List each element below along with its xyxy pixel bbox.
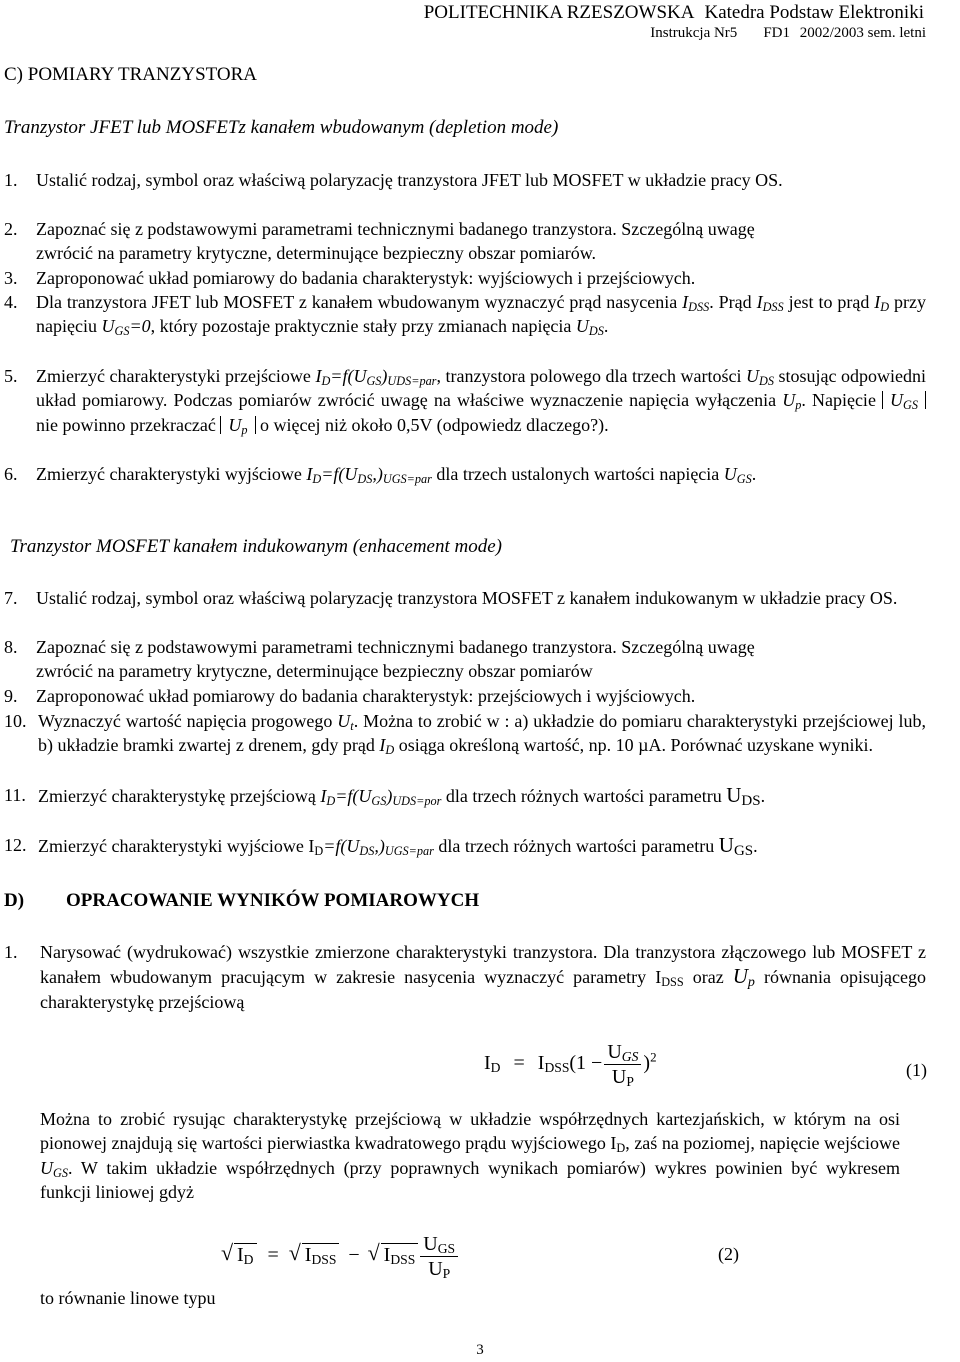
item-number: 5. <box>4 366 18 386</box>
equation-2-number: (2) <box>718 1244 739 1264</box>
item-number: 6. <box>4 464 18 484</box>
list-item <box>4 783 926 808</box>
item-text: Ustalić rodzaj, symbol oraz właściwą polaryzację tranzystora JFET lub MOSFET w układzie pracy OS. <box>36 170 783 190</box>
item-number: 4. <box>4 292 18 312</box>
mosfet-subtitle: Tranzystor MOSFET kanałem indukowanym (enhacement mode) <box>10 536 502 557</box>
abs-value: $U_{GS}$ <box>882 391 926 409</box>
item-number: 11. <box>4 785 26 805</box>
item-text: Zaproponować układ pomiarowy do badania charakterystyk: wyjściowych i przejściowych. <box>36 268 696 288</box>
item-number: 3. <box>4 268 18 288</box>
equation-1: $I_D = I_{DSS}(1$ − $\frac{U_{GS}}{U_P}$ )$^2$ <box>484 1041 657 1089</box>
department-name: Katedra Podstaw Elektroniki <box>704 2 924 23</box>
list-item <box>4 168 926 192</box>
item-number: 8. <box>4 637 18 657</box>
list-item <box>4 217 926 266</box>
list-item <box>4 635 926 684</box>
item-text: Zmierzyć charakterystyki wyjściowe $I_D=f(U_{DS},)_{UGS=par}$ dla trzech ustalonych wartości napięcia $U_{GS}$. <box>36 464 757 486</box>
university-name: POLITECHNIKA RZESZOWSKA <box>423 2 695 23</box>
semester: 2002/2003 sem. letni <box>799 25 926 41</box>
list-item <box>4 364 926 437</box>
item-text: Zapoznać się z podstawowymi parametrami technicznymi badanego tranzystora. Szczególną uwagę <box>36 219 755 239</box>
closing-text: to równanie linowe typu <box>40 1288 216 1308</box>
section-c-title: C) POMIARY TRANZYSTORA <box>4 64 258 85</box>
equation-2: √ $I_D$ = √ $I_{DSS}$ − √ $I_{DSS}$ $\frac{U_{GS}}{U_P}$ <box>222 1232 460 1281</box>
item-number: 1. <box>4 170 18 190</box>
item-text: Zapoznać się z podstawowymi parametrami technicznymi badanego tranzystora. Szczególną uwagę <box>36 637 755 657</box>
list-item <box>4 586 926 610</box>
item-text: zwrócić na parametry krytyczne, determinujące bezpieczny obszar pomiarów. <box>36 243 597 264</box>
page-subheader <box>650 25 926 42</box>
item-number: 12. <box>4 835 27 855</box>
list-item <box>4 833 926 858</box>
list-item <box>4 266 926 290</box>
item-text: Narysować (wydrukować) wszystkie zmierzone charakterystyki tranzystora. Dla tranzystora złączowego lub MOSFET z kanałem wbudowanym pracującym w zakresie nasycenia wyznaczyć parametry $I_{DSS}$ oraz $U_p$ równania opisującego charakterystykę przejściową <box>40 942 926 1012</box>
item-number: 9. <box>4 686 18 706</box>
section-d-title: OPRACOWANIE WYNIKÓW POMIAROWYCH <box>66 890 480 911</box>
item-number: 7. <box>4 588 18 608</box>
item-text: Ustalić rodzaj, symbol oraz właściwą polaryzację tranzystora MOSFET z kanałem indukowanym w układzie pracy OS. <box>36 588 898 608</box>
item-number: 2. <box>4 219 18 239</box>
jfet-subtitle: Tranzystor JFET lub MOSFETz kanałem wbudowanym (depletion mode) <box>4 117 559 138</box>
instruction-number: Instrukcja Nr5 <box>650 25 738 41</box>
item-number: 10. <box>4 711 27 731</box>
abs-value: $U_p$ <box>220 416 255 434</box>
list-item <box>4 940 926 1014</box>
equation-1-number: (1) <box>906 1060 927 1080</box>
item-text: Zmierzyć charakterystykę przejściową $I_D=f(U_{GS})_{UDS=por}$ dla trzech różnych wartości parametru $U_{DS}$. <box>38 783 766 809</box>
section-d-label: D) <box>4 890 25 911</box>
course-code: FD1 <box>763 25 790 41</box>
item-text: Dla tranzystora JFET lub MOSFET z kanałem wbudowanym wyznaczyć prąd nasycenia $I_{DSS}$. Prąd $I_{DSS}$ jest to prąd $I_D$ przy napięciu $U_{GS}=0$, który pozostaje praktycznie stały przy zmianach napięcia $U_{DS}$. <box>36 292 927 339</box>
item-text: Zmierzyć charakterystyki wyjściowe $I_D=f(U_{DS},)_{UGS=par}$ dla trzech różnych wartości parametru $U_{GS}$. <box>38 833 758 859</box>
list-item <box>4 684 926 708</box>
page-number: 3 <box>476 1342 484 1358</box>
list-item <box>4 290 926 339</box>
item-number: 1. <box>4 942 18 962</box>
item-text: Zaproponować układ pomiarowy do badania charakterystyk: przejściowych i wyjściowych. <box>36 686 696 706</box>
item-text: Zmierzyć charakterystyki przejściowe $I_D=f(U_{GS})_{UDS=par}$, tranzystora polowego dla trzech wartości $U_{DS}$ stosując odpowiedni układ pomiarowy. Podczas pomiarów zwrócić uwagę na właściwe wyznaczenie napięcia wyłączenia $U_p$. Napięcie $U_{GS}$ nie powinno przekraczać $U_p$ o więcej niż około 0,5V (odpowiedz dlaczego?). <box>36 366 927 437</box>
list-item <box>4 709 926 758</box>
list-item <box>4 462 926 486</box>
explanation-paragraph: Można to zrobić rysując charakterystykę przejściową w układzie współrzędnych kartezjańskich, w którym na osi pionowej znajdują się wartości pierwiastka kwadratowego prądu wyjściowego $I_D$, zaś na poziomej, napięcie wejściowe $U_{GS}$. W takim układzie współrzędnych (przy poprawnych wynikach pomiarów) wykres powinien być wykresem funkcji liniowej gdyż <box>40 1109 900 1202</box>
item-text: zwrócić na parametry krytyczne, determinujące bezpieczny obszar pomiarów <box>36 661 593 682</box>
page-header <box>424 2 924 24</box>
item-text: Wyznaczyć wartość napięcia progowego $U_t$. Można to zrobić w : a) układzie do pomiaru charakterystyki przejściowej lub, b) układzie bramki zwartej z drenem, gdy prąd $I_D$ osiąga określoną wartość, np. 10 µA. Porównać uzyskane wyniki. <box>38 711 926 758</box>
